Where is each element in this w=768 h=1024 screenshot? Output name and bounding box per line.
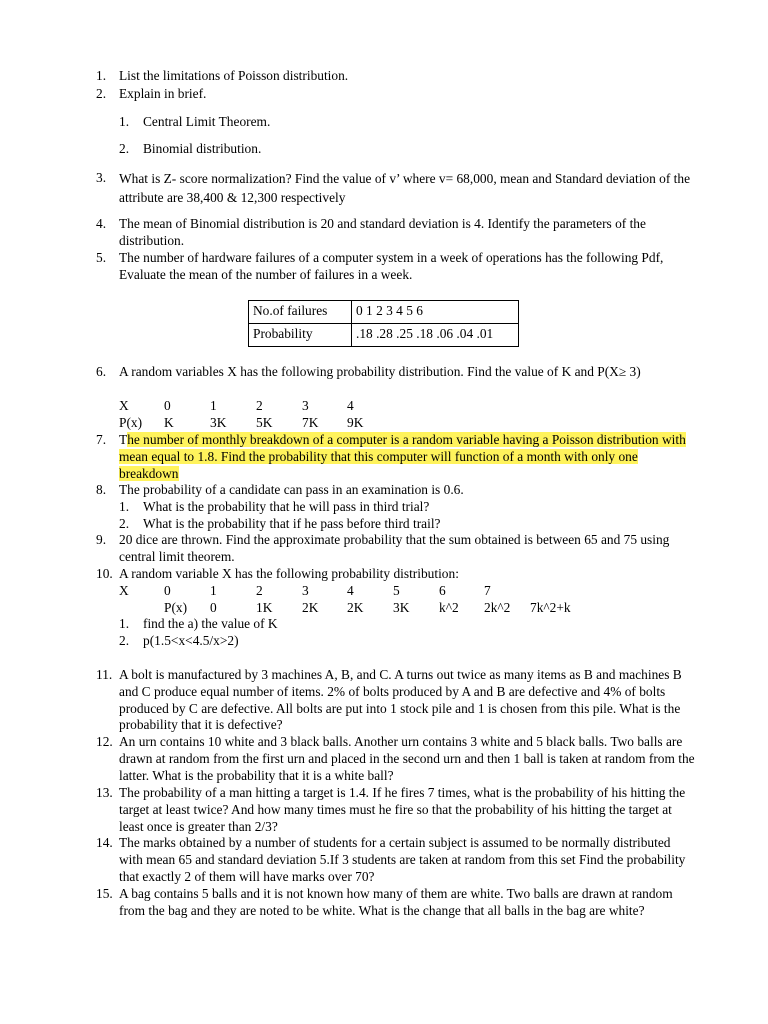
- sub-item-number: 1.: [119, 114, 130, 129]
- table-cell: 7K: [302, 415, 319, 430]
- table-cell: 2K: [302, 600, 319, 615]
- sub-item-number: 2.: [119, 633, 130, 648]
- table-cell: 4: [347, 583, 354, 598]
- table-cell: 0 1 2 3 4 5 6: [352, 301, 519, 324]
- sub-item-text: find the a) the value of K: [143, 616, 278, 631]
- table-cell: 1: [210, 398, 217, 413]
- question-text: An urn contains 10 white and 3 black balls. Another urn contains 3 white and 5 black balls. Two balls are drawn at random from the first urn and placed in the second urn and then 1 ball is taken at random from the latter. What is the probability that it is a white ball?: [119, 734, 695, 783]
- question-text-plain: T: [119, 432, 128, 447]
- sub-item-number: 1.: [119, 616, 130, 631]
- table-cell: 0: [210, 600, 217, 615]
- table-cell: 7: [484, 583, 491, 598]
- table-cell: 5: [393, 583, 400, 598]
- table-cell: 1: [210, 583, 217, 598]
- row-label: X: [119, 398, 129, 413]
- question-text: The marks obtained by a number of students for a certain subject is assumed to be normally distributed with mean 65 and standard deviation 5.If 3 students are taken at random from this set Find the probability that exactly 2 of them will have marks over 70?: [119, 835, 686, 884]
- question-number: 14.: [96, 835, 113, 850]
- table-cell: 3: [302, 398, 309, 413]
- table-cell: 4: [347, 398, 354, 413]
- question-number: 4.: [96, 216, 107, 231]
- question-text: A bolt is manufactured by 3 machines A, B, and C. A turns out twice as many items as B and machines B and C produce equal number of items. 2% of bolts produced by A and B are defective and 4% of bolts produced by C are defective. All bolts are put into 1 stock pile and 1 is chosen from this pile. What is the probability that it is defective?: [119, 667, 682, 733]
- question-number: 10.: [96, 566, 113, 581]
- sub-item-number: 2.: [119, 141, 130, 156]
- question-text: [119, 432, 697, 482]
- table-cell: 7k^2+k: [530, 600, 571, 615]
- table-cell: 3K: [393, 600, 410, 615]
- row-label: P(x): [119, 415, 143, 430]
- question-number: 7.: [96, 432, 107, 447]
- sub-item-text: Binomial distribution.: [143, 141, 262, 156]
- table-cell: k^2: [439, 600, 459, 615]
- table-cell: 2k^2: [484, 600, 511, 615]
- question-number: 8.: [96, 482, 107, 497]
- question-text: A bag contains 5 balls and it is not known how many of them are white. Two balls are drawn at random from the bag and they are noted to be white. What is the change that all balls in the bag are white?: [119, 886, 673, 918]
- question-text: The probability of a man hitting a target is 1.4. If he fires 7 times, what is the probability of his hitting the target at least twice? And how many times must he fire so that the probability of his hitting the target at least once is greater than 2/3?: [119, 785, 686, 834]
- table-cell: 2K: [347, 600, 364, 615]
- question-text: List the limitations of Poisson distribution.: [119, 68, 349, 83]
- question-number: 5.: [96, 250, 107, 265]
- sub-item-text: p(1.5<x<4.5/x>2): [143, 633, 239, 648]
- sub-item-number: 2.: [119, 516, 130, 531]
- table-cell: 2: [256, 398, 263, 413]
- question-number: 2.: [96, 86, 107, 101]
- question-number: 3.: [96, 170, 107, 185]
- question-number: 6.: [96, 364, 107, 379]
- question-number: 15.: [96, 886, 113, 901]
- question-number: 12.: [96, 734, 113, 749]
- question-text: A random variables X has the following probability distribution. Find the value of K and P(X≥ 3): [119, 364, 641, 379]
- highlighted-text: he number of monthly breakdown of a computer is a random variable having a Poisson distribution with mean equal to 1.8. Find the probability that this computer will function of a month with only one breakdown: [119, 432, 686, 481]
- question-number: 11.: [96, 667, 113, 682]
- question-text: The probability of a candidate can pass in an examination is 0.6.: [119, 482, 464, 497]
- table-cell: .18 .28 .25 .18 .06 .04 .01: [352, 324, 519, 347]
- sub-item-text: Central Limit Theorem.: [143, 114, 271, 129]
- table-row: [249, 301, 519, 324]
- question-number: 9.: [96, 532, 107, 547]
- table-cell: 2: [256, 583, 263, 598]
- question-text: The mean of Binomial distribution is 20 and standard deviation is 4. Identify the parameters of the distribution.: [119, 216, 646, 248]
- table-cell: 5K: [256, 415, 273, 430]
- table-cell: K: [164, 415, 174, 430]
- table-cell: 0: [164, 583, 171, 598]
- sub-item-text: What is the probability that he will pass in third trial?: [143, 499, 430, 514]
- table-cell: 1K: [256, 600, 273, 615]
- question-text: 20 dice are thrown. Find the approximate probability that the sum obtained is between 65 and 75 using central limit theorem.: [119, 532, 670, 564]
- question-text: What is Z- score normalization? Find the value of v’ where v= 68,000, mean and Standard deviation of the attribute are 38,400 & 12,300 respectively: [119, 171, 691, 205]
- table-cell: 9K: [347, 415, 364, 430]
- sub-item-text: What is the probability that if he pass before third trail?: [143, 516, 441, 531]
- failures-pdf-table: [248, 300, 519, 347]
- table-cell: 3K: [210, 415, 227, 430]
- row-label: P(x): [164, 600, 188, 615]
- table-cell: 3: [302, 583, 309, 598]
- table-cell: Probability: [249, 324, 352, 347]
- question-number: 1.: [96, 68, 107, 83]
- table-cell: 6: [439, 583, 446, 598]
- question-text: The number of hardware failures of a computer system in a week of operations has the following Pdf, Evaluate the mean of the number of failures in a week.: [119, 250, 664, 282]
- table-row: [249, 324, 519, 347]
- question-text: Explain in brief.: [119, 86, 207, 101]
- table-cell: No.of failures: [249, 301, 352, 324]
- question-text: A random variable X has the following probability distribution:: [119, 566, 459, 581]
- question-number: 13.: [96, 785, 113, 800]
- table-cell: 0: [164, 398, 171, 413]
- sub-item-number: 1.: [119, 499, 130, 514]
- row-label: X: [119, 583, 129, 598]
